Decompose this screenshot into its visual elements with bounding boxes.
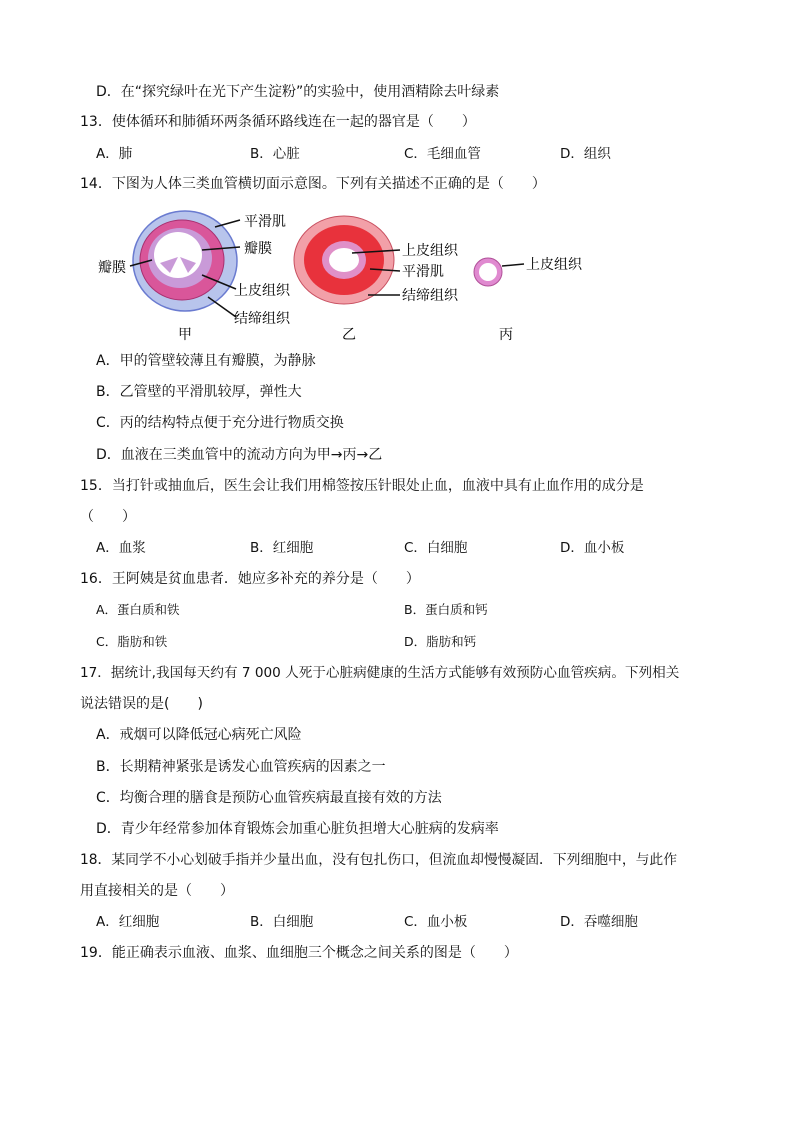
q18-option-c: C．血小板 [404,914,468,930]
q13-option-c: C．毛细血管 [404,146,481,162]
q17-stem: 17．据统计,我国每天约有 7 000 人死于心脏病健康的生活方式能够有效预防心血管疾病。下列相关 [80,665,680,681]
q15-stem: 15．当打针或抽血后，医生会让我们用棉签按压针眼处止血，血液中具有止血作用的成分是 [80,478,644,494]
jia-label-smooth-muscle: 平滑肌 [244,214,286,230]
q17-option-d: D．青少年经常参加体育锻炼会加重心脏负担增大心脏病的发病率 [96,821,499,837]
q16-option-d: D．脂肪和钙 [404,634,477,649]
q18-option-b: B．白细胞 [250,914,314,930]
q16-stem: 16．王阿姨是贫血患者．她应多补充的养分是（ ） [80,571,420,587]
q19-stem: 19．能正确表示血液、血浆、血细胞三个概念之间关系的图是（ ） [80,945,518,961]
q15-option-a: A．血浆 [96,540,146,556]
vessel-yi [294,216,459,343]
q16-option-a: A．蛋白质和铁 [96,602,180,617]
q14-option-a: A．甲的管壁较薄且有瓣膜，为静脉 [96,353,316,369]
bing-caption: 丙 [499,327,513,343]
q12-option-d: D．在“探究绿叶在光下产生淀粉”的实验中，使用酒精除去叶绿素 [96,84,500,100]
q15-option-b: B．红细胞 [250,540,314,556]
q14-option-b: B．乙管壁的平滑肌较厚，弹性大 [96,384,302,400]
yi-caption: 乙 [342,327,356,343]
q13-option-d: D．组织 [560,146,611,162]
q13-option-a: A．肺 [96,146,133,162]
q15-stem-paren: （ ） [80,509,136,525]
q18-option-d: D．吞噬细胞 [560,914,638,930]
q14-option-c: C．丙的结构特点便于充分进行物质交换 [96,415,344,431]
vessel-jia [98,211,291,343]
q16-option-b: B．蛋白质和钙 [404,602,488,617]
bing-label-epithelium: 上皮组织 [526,257,582,273]
q17-stem-cont: 说法错误的是( ) [80,696,203,712]
q18-stem: 18．某同学不小心划破手指并少量出血，没有包扎伤口，但流血却慢慢凝固．下列细胞中，与此作 [80,852,678,868]
jia-label-connective: 结缔组织 [234,311,290,327]
jia-label-epithelium: 上皮组织 [234,283,290,299]
blood-vessel-figure [90,205,610,345]
jia-caption: 甲 [178,327,192,343]
q17-option-a: A．戒烟可以降低冠心病死亡风险 [96,727,302,743]
q13-stem: 13．使体循环和肺循环两条循环路线连在一起的器官是（ ） [80,114,476,130]
q18-stem-cont: 用直接相关的是（ ） [80,883,234,899]
q17-option-b: B．长期精神紧张是诱发心血管疾病的因素之一 [96,759,386,775]
q13-option-b: B．心脏 [250,146,300,162]
vessel-bing [474,256,583,343]
q14-stem: 14．下图为人体三类血管横切面示意图。下列有关描述不正确的是（ ） [80,176,546,192]
yi-label-smooth-muscle: 平滑肌 [402,264,444,280]
q14-option-d: D．血液在三类血管中的流动方向为甲→丙→乙 [96,447,383,463]
q15-option-c: C．白细胞 [404,540,468,556]
jia-label-valve-left: 瓣膜 [98,260,126,276]
q17-option-c: C．均衡合理的膳食是预防心血管疾病最直接有效的方法 [96,790,442,806]
jia-label-valve-right: 瓣膜 [244,241,272,257]
yi-label-connective: 结缔组织 [402,288,458,304]
yi-label-epithelium: 上皮组织 [402,243,458,259]
q15-option-d: D．血小板 [560,540,625,556]
q18-option-a: A．红细胞 [96,914,160,930]
q16-option-c: C．脂肪和铁 [96,634,168,649]
